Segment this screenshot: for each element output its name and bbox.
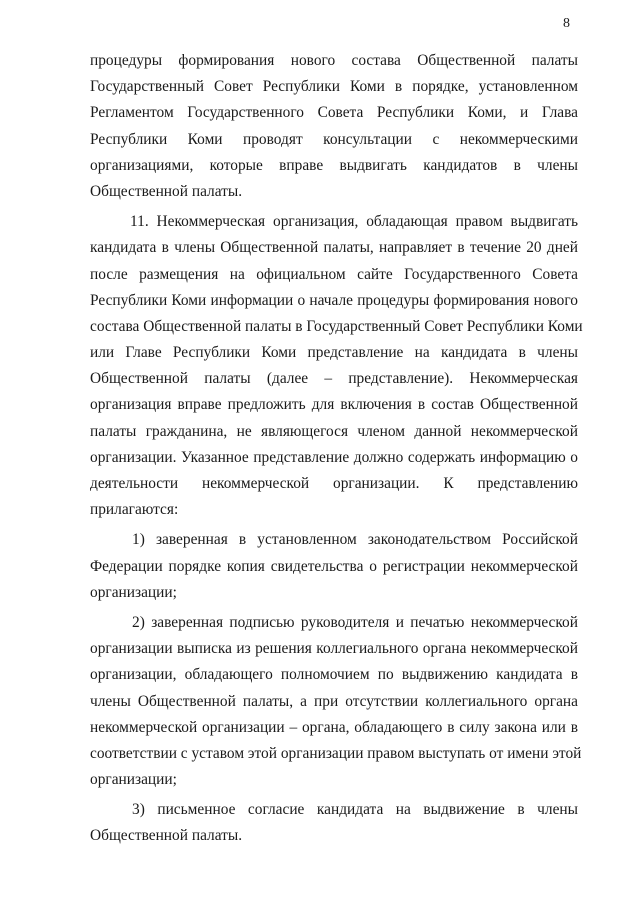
text-line: организации, обладающего полномочием по выдвижению кандидата в <box>90 666 578 684</box>
text-line: 1) заверенная в установленном законодательством Российской <box>132 531 578 549</box>
text-line: Регламентом Государственного Совета Республики Коми, и Глава <box>90 104 578 122</box>
text-line: Федерации порядке копия свидетельства о регистрации некоммерческой <box>90 557 578 575</box>
text-line: организации; <box>90 583 177 601</box>
text-line: процедуры формирования нового состава Общественной палаты <box>90 52 578 69</box>
text-line: или Главе Республики Коми представление на кандидата в члены <box>90 344 578 362</box>
page-number: 8 <box>563 16 570 31</box>
text-line: палаты гражданина, не являющегося членом данной некоммерческой <box>90 422 578 440</box>
text-line: Республики Коми проводят консультации с некоммерческими <box>90 130 578 148</box>
text-line: некоммерческой организации – органа, обладающего в силу закона или в <box>90 718 578 736</box>
text-line: после размещения на официальном сайте Государственного Совета <box>90 265 578 283</box>
text-line: организации; <box>90 771 177 789</box>
text-line: состава Общественной палаты в Государственный Совет Республики Коми <box>90 317 583 335</box>
text-line: Общественной палаты (далее – представление). Некоммерческая <box>90 370 578 388</box>
text-line: члены Общественной палаты, а при отсутствии коллегиального органа <box>90 692 578 710</box>
text-line: кандидата в члены Общественной палаты, направляет в течение 20 дней <box>90 239 578 257</box>
text-line: 3) письменное согласие кандидата на выдвижение в члены <box>132 801 578 819</box>
text-line: 11. Некоммерческая организация, обладающая правом выдвигать <box>130 213 578 231</box>
text-line: организация вправе предложить для включения в состав Общественной <box>90 396 578 414</box>
text-line: соответствии с уставом этой организации правом выступать от имени этой <box>90 744 582 762</box>
text-line: деятельности некоммерческой организации. К представлению <box>90 475 578 492</box>
text-line: Государственный Совет Республики Коми в порядке, установленном <box>90 78 578 96</box>
document-body <box>90 48 583 850</box>
text-line: 2) заверенная подписью руководителя и печатью некоммерческой <box>132 613 578 631</box>
text-line: Общественной палаты. <box>90 827 243 845</box>
text-line: прилагаются: <box>90 501 179 519</box>
text-line: Общественной палаты. <box>90 182 243 200</box>
text-line: организации выписка из решения коллегиального органа некоммерческой <box>90 640 578 658</box>
text-line: организациями, которые вправе выдвигать кандидатов в члены <box>90 156 578 174</box>
text-line: организации. Указанное представление должно содержать информацию о <box>90 448 578 466</box>
text-line: Республики Коми информации о начале процедуры формирования нового <box>90 291 578 309</box>
